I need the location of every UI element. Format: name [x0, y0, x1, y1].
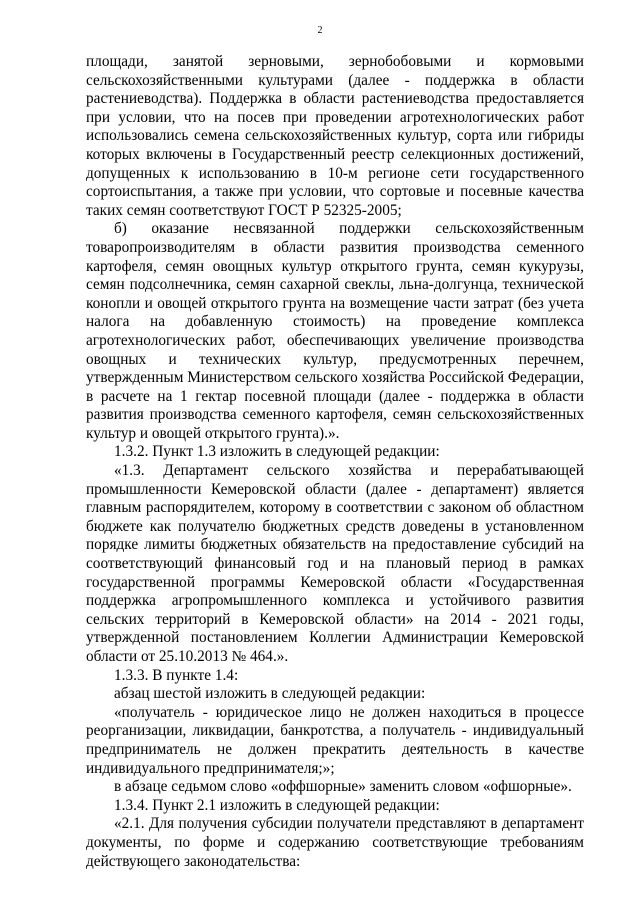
paragraph-1-3-text: «1.3. Департамент сельского хозяйства и перерабатывающей промышленности Кемеровской области (далее - департамент) является главным распорядителем, которому в соответствии с законом об областном бюджете как получателю бюджетных средств доведены в установленном порядке лимиты бюджетных обязательств на предоставление субсидий на соответствующий финансовый год и на плановый период в рамках государственной программы Кемеровской области «Государственная поддержка агропромышленного комплекса и устойчивого развития сельских территорий в Кемеровской области» на 2014 - 2021 годы, утвержденной постановлением Коллегии Администрации Кемеровской области от 25.10.2013 № 464.».	[86, 462, 584, 665]
page-number: 2	[317, 25, 323, 36]
paragraph-item-b: б) оказание несвязанной поддержки сельскохозяйственным товаропроизводителям в области развития производства семенного картофеля, семян овощных культур открытого грунта, семян кукурузы, семян подсолнечника, семян сахарной свеклы, льна-долгунца, технической конопли и овощей открытого грунта на возмещение части затрат (без учета налога на добавленную стоимость) на проведение комплекса агротехнологических работ, обеспечивающих увеличение производства овощных и технических культур, предусмотренных перечнем, утвержденным Министерством сельского хозяйства Российской Федерации, в расчете на 1 гектар посевной площади (далее - поддержка в области развития производства семенного картофеля, семян сельскохозяйственных культур и овощей открытого грунта).».	[86, 220, 584, 442]
document-body	[86, 53, 584, 871]
paragraph-1-3-2: 1.3.2. Пункт 1.3 изложить в следующей редакции:	[114, 443, 440, 461]
paragraph-sixth-subparagraph: абзац шестой изложить в следующей редакции:	[114, 685, 426, 703]
paragraph-1-3-3: 1.3.3. В пункте 1.4:	[114, 666, 239, 684]
paragraph-1-3-4: 1.3.4. Пункт 2.1 изложить в следующей редакции:	[114, 796, 440, 814]
paragraph-seventh-subparagraph: в абзаце седьмом слово «оффшорные» заменить словом «офшорные».	[114, 778, 572, 796]
paragraph-crop-support-continued: площади, занятой зерновыми, зернобобовыми и кормовыми сельскохозяйственными культурами (далее - поддержка в области растениеводства). Поддержка в области растениеводства предоставляется при условии, что на посев при проведении агротехнологических работ использовались семена сельскохозяйственных культур, сорта или гибриды которых включены в Государственный реестр селекционных достижений, допущенных к использованию в 10-м регионе сети государственного сортоиспытания, а также при условии, что сортовые и посевные качества таких семян соответствуют ГОСТ Р 52325-2005;	[86, 53, 584, 219]
paragraph-recipient-condition: «получатель - юридическое лицо не должен находиться в процессе реорганизации, ликвидации, банкротства, а получатель - индивидуальный предприниматель не должен прекратить деятельность в качестве индивидуального предпринимателя;»;	[86, 703, 584, 777]
paragraph-2-1-text: «2.1. Для получения субсидии получатели представляют в департамент документы, по форме и содержанию соответствующие требованиям действующего законодательства:	[86, 815, 584, 870]
